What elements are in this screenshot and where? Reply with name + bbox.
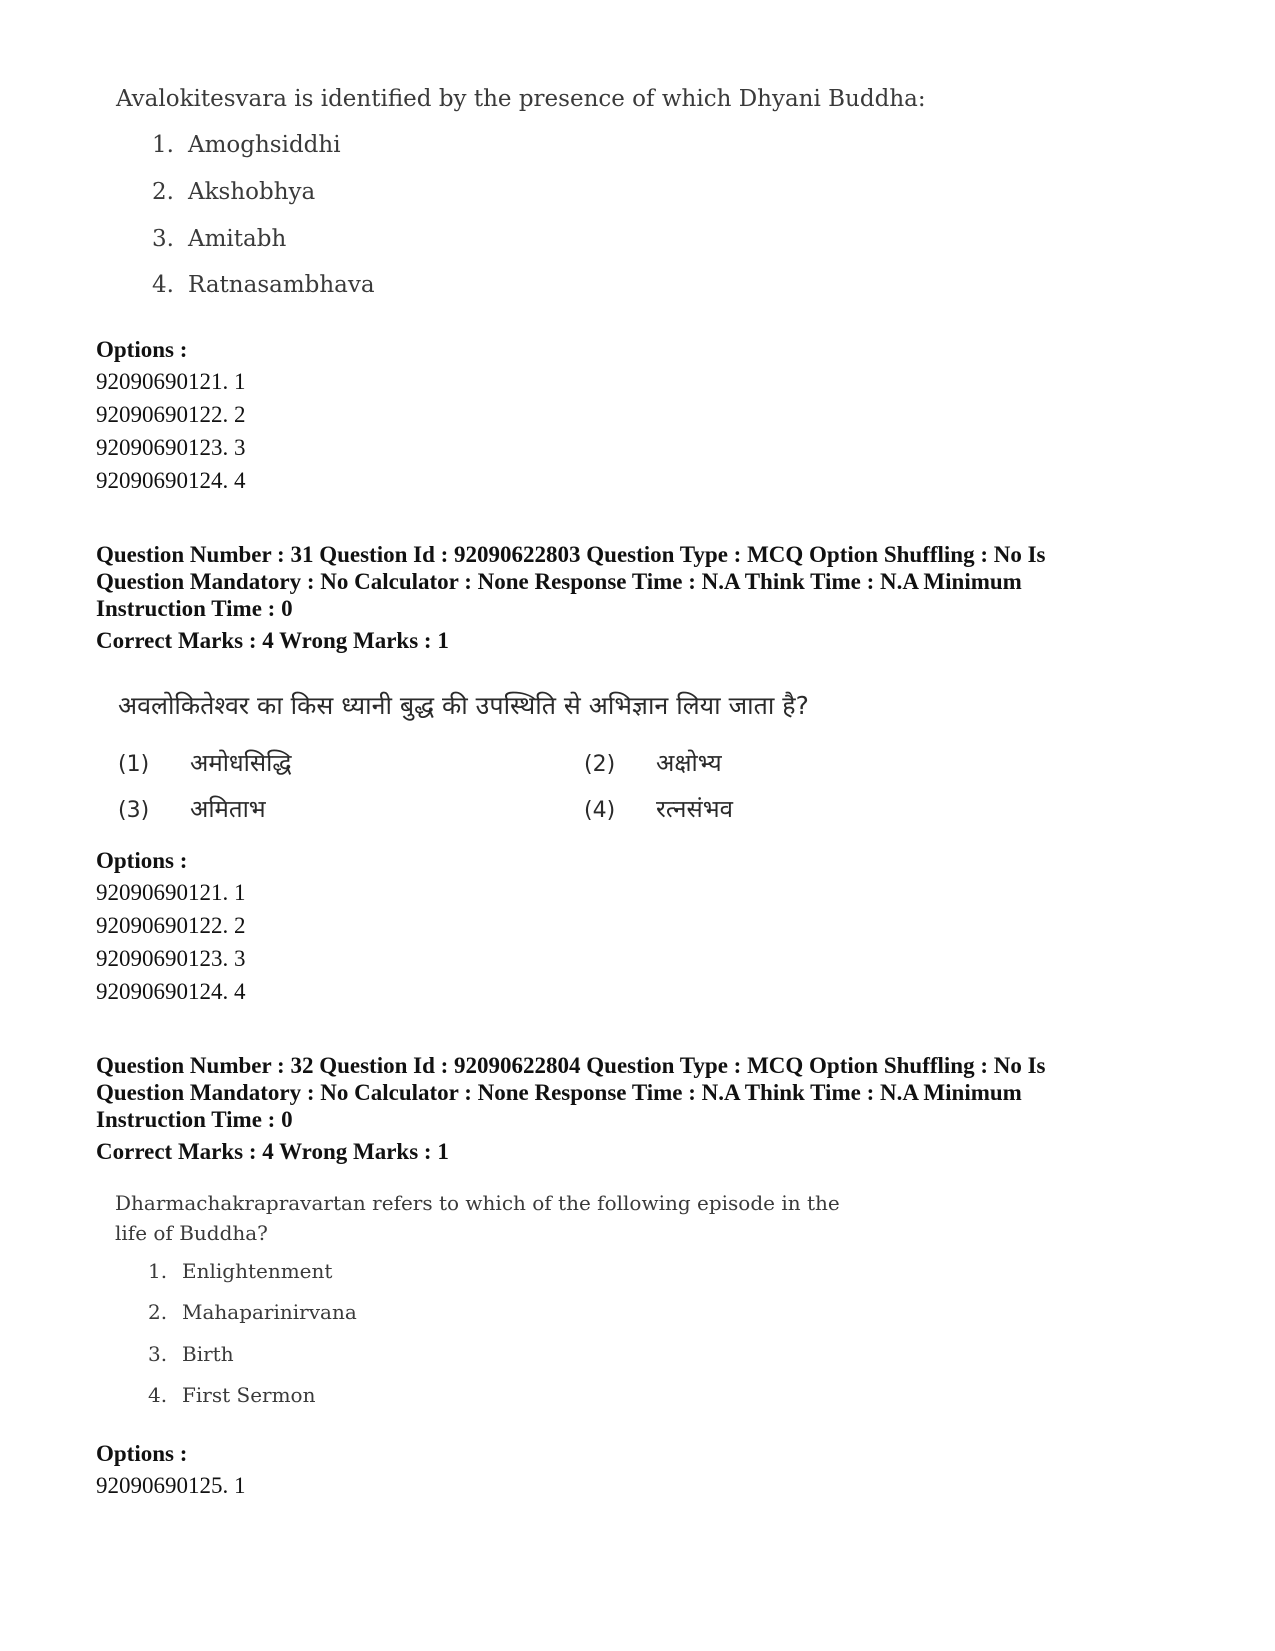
question-32-image [115, 1188, 875, 1248]
option-number: (1) [118, 752, 150, 777]
question-30-option-ids [96, 365, 246, 497]
options-heading: Options : [96, 337, 188, 362]
option-text: अमोधसिद्धि [190, 749, 292, 777]
option-id: 92090690124. 4 [96, 468, 246, 493]
question-meta-line: Question Number : 32 Question Id : 92090622804 Question Type : MCQ Option Shuffling : No Is [96, 1053, 1046, 1078]
question-32-options [96, 1440, 187, 1467]
options-heading: Options : [96, 1441, 188, 1466]
option-number: 2. [148, 1300, 168, 1324]
option-text: Amoghsiddhi [188, 132, 341, 158]
question-stem-line: life of Buddha? [115, 1221, 268, 1245]
question-31-hindi-stem: अवलोकितेश्वर का किस ध्यानी बुद्ध की उपस्थिति से अभिज्ञान लिया जाता है? [118, 691, 809, 720]
question-meta-line: Question Mandatory : No Calculator : None Response Time : N.A Think Time : N.A Minimum [96, 569, 1022, 594]
question-31-options [96, 847, 187, 874]
option-text: Enlightenment [182, 1259, 333, 1283]
question-32-option-ids [96, 1469, 246, 1502]
question-stem: Avalokitesvara is identified by the presence of which Dhyani Buddha: [116, 86, 926, 112]
question-meta-line: Question Number : 31 Question Id : 92090622803 Question Type : MCQ Option Shuffling : No Is [96, 542, 1046, 567]
question-32-image-option [148, 1383, 315, 1407]
option-id: 92090690121. 1 [96, 369, 246, 394]
options-heading: Options : [96, 848, 188, 873]
question-30-image [116, 86, 926, 112]
question-30-image-option [152, 179, 315, 205]
question-32-image-option [148, 1342, 234, 1366]
option-text: Akshobhya [188, 179, 316, 205]
question-stem-line: Dharmachakrapravartan refers to which of the following episode in the [115, 1191, 840, 1215]
question-30-image-option [152, 272, 375, 298]
question-meta-line: Instruction Time : 0 [96, 1107, 293, 1132]
question-31-hindi-option [118, 792, 266, 825]
option-number: (3) [118, 798, 150, 823]
question-31-hindi-option [118, 746, 292, 779]
option-text: अमिताभ [190, 795, 266, 823]
option-number: 4. [152, 272, 174, 298]
option-id: 92090690122. 2 [96, 402, 246, 427]
question-meta-line: Question Mandatory : No Calculator : None Response Time : N.A Think Time : N.A Minimum [96, 1080, 1022, 1105]
question-31-hindi-option [584, 746, 722, 779]
question-32-meta [96, 1052, 1096, 1133]
question-32-image-option [148, 1300, 357, 1324]
question-30-image-option [152, 132, 341, 158]
marks-line: Correct Marks : 4 Wrong Marks : 1 [96, 1139, 449, 1164]
question-32-marks [96, 1138, 449, 1165]
option-id: 92090690121. 1 [96, 880, 246, 905]
question-31-meta [96, 541, 1096, 622]
question-30-image-option [152, 226, 286, 252]
option-id: 92090690122. 2 [96, 913, 246, 938]
question-31-marks [96, 627, 449, 654]
option-text: Mahaparinirvana [182, 1300, 357, 1324]
option-number: 3. [148, 1342, 168, 1366]
option-number: 1. [148, 1259, 168, 1283]
option-text: Ratnasambhava [188, 272, 375, 298]
option-number: (4) [584, 798, 616, 823]
question-30-options [96, 336, 187, 363]
option-text: रत्नसंभव [656, 795, 733, 823]
option-number: 4. [148, 1383, 168, 1407]
option-number: (2) [584, 752, 616, 777]
option-id: 92090690124. 4 [96, 979, 246, 1004]
option-id: 92090690125. 1 [96, 1473, 246, 1498]
option-text: अक्षोभ्य [656, 749, 722, 777]
option-text: Birth [182, 1342, 234, 1366]
option-text: First Sermon [182, 1383, 316, 1407]
question-31-option-ids [96, 876, 246, 1008]
question-31-hindi-option [584, 792, 733, 825]
option-id: 92090690123. 3 [96, 435, 246, 460]
question-32-image-option [148, 1259, 332, 1283]
option-number: 1. [152, 132, 174, 158]
option-number: 3. [152, 226, 174, 252]
option-id: 92090690123. 3 [96, 946, 246, 971]
marks-line: Correct Marks : 4 Wrong Marks : 1 [96, 628, 449, 653]
question-meta-line: Instruction Time : 0 [96, 596, 293, 621]
option-number: 2. [152, 179, 174, 205]
option-text: Amitabh [188, 226, 287, 252]
